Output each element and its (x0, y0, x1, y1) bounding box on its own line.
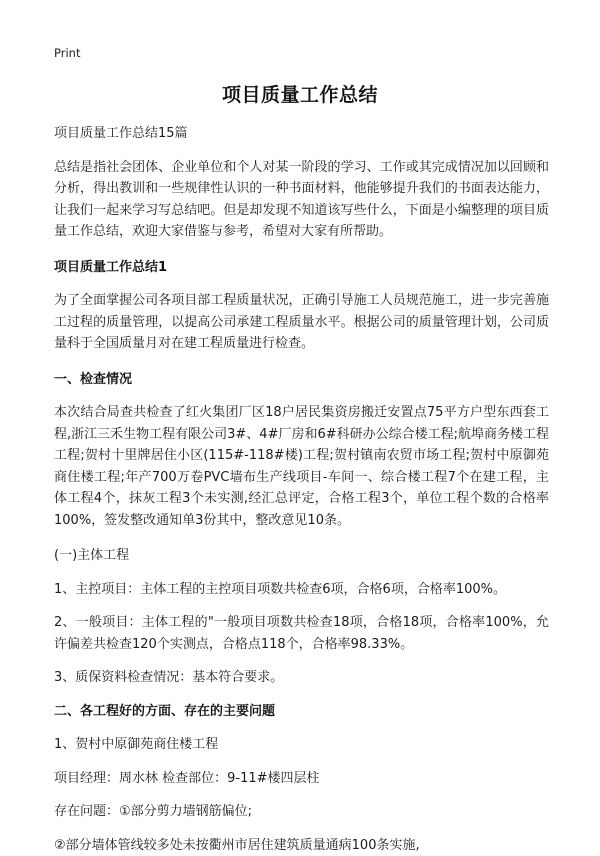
section2-heading: 二、各工程好的方面、存在的主要问题 (54, 701, 549, 723)
problem-2: ②部分墙体管线较多处未按衢州市居住建筑质量通病100条实施, (54, 835, 549, 856)
inspection-paragraph: 本次结合局查共检查了红火集团厂区18户居民集资房搬迁安置点75平方户型东西套工程,浙江三禾生物工程有限公司3#、4#厂房和6#科研办公综合楼工程;航埠商务楼工程工程;贺村十里牌居住小区(115#-118#楼)工程;贺村镇南农贸市场工程;贺村中原御苑商住楼工程;年产700万卷PVC墙布生产线项目-车间一、综合楼工程7个在建工程，主体工程4个，抹灰工程3个未实测,经汇总评定，合格工程3个，单位工程个数的合格率100%，签发整改通知单3份其中，整改意见10条。 (54, 402, 549, 531)
main-works-heading: (一)主体工程 (54, 545, 549, 567)
intro-paragraph: 总结是指社会团体、企业单位和个人对某一阶段的学习、工作或其完成情况加以回顾和分析，得出教训和一些规律性认识的一种书面材料，他能够提升我们的书面表达能力，让我们一起来学习写总结吧。但是却发现不知道该写些什么，下面是小编整理的项目质量工作总结，欢迎大家借鉴与参考，希望对大家有所帮助。 (54, 157, 549, 243)
document-title: 项目质量工作总结 (0, 80, 600, 107)
project-manager: 项目经理：周水林 检查部位：9-11#楼四层柱 (54, 768, 549, 790)
item-1: 1、主控项目：主体工程的主控项目项数共检查6项，合格6项，合格率100%。 (54, 579, 549, 601)
problem-1: 存在问题：①部分剪力墙钢筋偏位; (54, 801, 549, 823)
document-body (54, 123, 549, 856)
subtitle: 项目质量工作总结15篇 (54, 123, 549, 145)
section1-heading: 项目质量工作总结1 (54, 257, 549, 279)
item-3: 3、质保资料检查情况：基本符合要求。 (54, 667, 549, 689)
item-2: 2、一般项目：主体工程的"一般项目项数共检查18项，合格18项，合格率100%，允许偏差共检查120个实测点，合格点118个，合格率98.33%。 (54, 612, 549, 655)
inspection-heading: 一、检查情况 (54, 369, 549, 391)
print-label: Print (54, 46, 80, 60)
section1-paragraph: 为了全面掌握公司各项目部工程质量状况，正确引导施工人员规范施工，进一步完善施工过程的质量管理，以提高公司承建工程质量水平。根据公司的质量管理计划，公司质量科于全国质量月对在建工程质量进行检查。 (54, 290, 549, 355)
project-1: 1、贺村中原御苑商住楼工程 (54, 734, 549, 756)
